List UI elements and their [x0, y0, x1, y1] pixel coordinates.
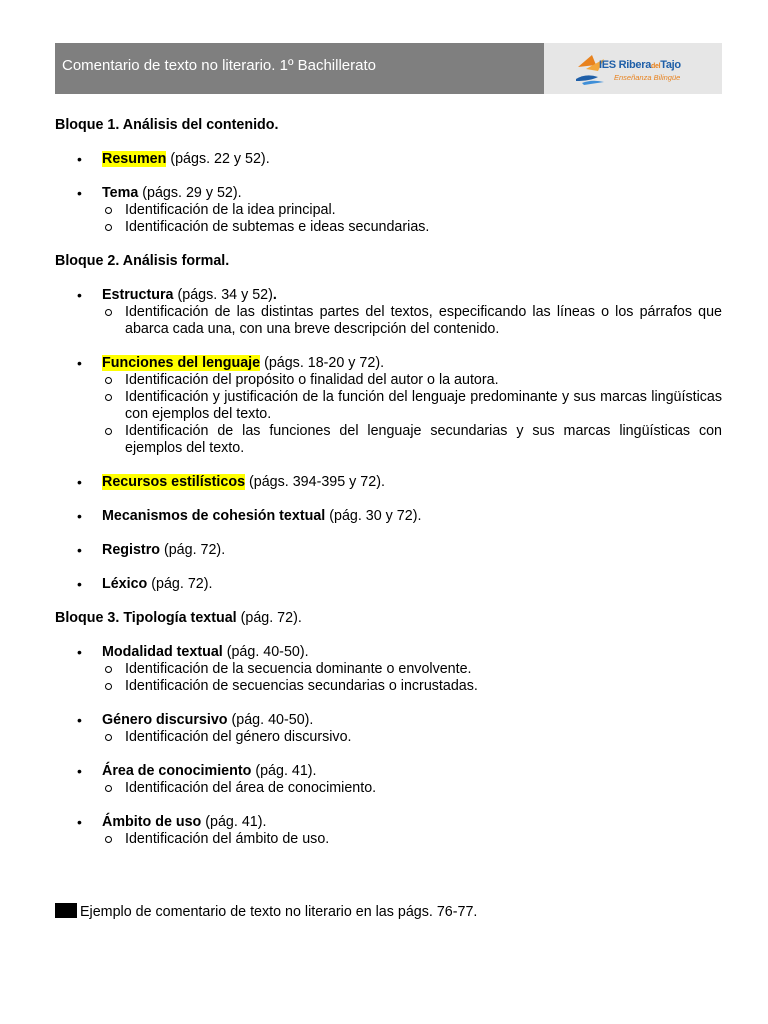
list-item-genero: • Género discursivo (pág. 40-50).	[77, 712, 314, 728]
block-1-title: Bloque 1. Análisis del contenido.	[55, 117, 279, 133]
bullet-icon: •	[77, 287, 82, 303]
circle-bullet-icon	[105, 394, 112, 401]
list-item-estructura: • Estructura (págs. 34 y 52).	[77, 287, 277, 303]
bullet-icon: •	[77, 542, 82, 558]
sub-item: Identificación de secuencias secundarias o incrustadas.	[55, 678, 722, 695]
item-term: Tema	[102, 185, 139, 201]
list-item-area: • Área de conocimiento (pág. 41).	[77, 763, 317, 779]
item-term: Área de conocimiento	[102, 763, 252, 779]
item-term: Recursos estilísticos	[102, 474, 246, 490]
bullet-icon: •	[77, 508, 82, 524]
logo-subtitle: Enseñanza Bilingüe	[614, 73, 681, 82]
bullet-icon: •	[77, 185, 82, 201]
item-term: Mecanismos de cohesión textual	[102, 508, 326, 524]
list-item-modalidad: • Modalidad textual (pág. 40-50).	[77, 644, 309, 660]
sub-item: Identificación del género discursivo.	[55, 729, 722, 746]
document-title: Comentario de texto no literario. 1º Bachillerato	[62, 57, 376, 74]
list-item-resumen: • Resumen (págs. 22 y 52).	[77, 151, 270, 167]
sub-item: Identificación del ámbito de uso.	[55, 831, 722, 848]
circle-bullet-icon	[105, 836, 112, 843]
bullet-icon: •	[77, 355, 82, 371]
list-item-recursos: • Recursos estilísticos (págs. 394-395 y 72).	[77, 474, 385, 490]
bullet-icon: •	[77, 763, 82, 779]
circle-bullet-icon	[105, 428, 112, 435]
bullet-icon: •	[77, 712, 82, 728]
list-item-lexico: • Léxico (pág. 72).	[77, 576, 213, 592]
circle-bullet-icon	[105, 377, 112, 384]
bullet-icon: •	[77, 576, 82, 592]
bullet-icon: •	[77, 644, 82, 660]
item-term: Ámbito de uso	[102, 814, 202, 830]
item-term: Estructura	[102, 287, 174, 303]
item-term: Funciones del lenguaje	[102, 355, 261, 371]
logo-text: IES RiberadelTajo	[599, 59, 681, 71]
document-body	[55, 117, 722, 848]
block-3-title: Bloque 3. Tipología textual (pág. 72).	[55, 610, 302, 626]
circle-bullet-icon	[105, 666, 112, 673]
circle-bullet-icon	[105, 309, 112, 316]
sub-item: Identificación del área de conocimiento.	[55, 780, 722, 797]
circle-bullet-icon	[105, 734, 112, 741]
item-term: Registro	[102, 542, 160, 558]
page-header	[55, 43, 722, 94]
sub-item: Identificación de las funciones del lenguaje secundarias y sus marcas lingüísticas con ejemplos del texto.	[55, 423, 722, 457]
list-item-ambito: • Ámbito de uso (pág. 41).	[77, 814, 267, 830]
item-term: Género discursivo	[102, 712, 228, 728]
list-item-registro: • Registro (pág. 72).	[77, 542, 226, 558]
black-square-icon	[55, 903, 77, 918]
footer-note: Ejemplo de comentario de texto no literario en las págs. 76-77.	[55, 903, 477, 921]
sub-item: Identificación del propósito o finalidad del autor o la autora.	[55, 372, 722, 389]
sub-item: Identificación y justificación de la función del lenguaje predominante y sus marcas lingüísticas con ejemplos del texto.	[55, 389, 722, 423]
circle-bullet-icon	[105, 785, 112, 792]
block-2-title: Bloque 2. Análisis formal.	[55, 253, 230, 269]
sub-item: Identificación de las distintas partes del textos, especificando las líneas o los párrafos que abarca cada una, con una breve descripción del contenido.	[55, 304, 722, 338]
circle-bullet-icon	[105, 683, 112, 690]
sub-item: Identificación de subtemas e ideas secundarias.	[55, 219, 722, 236]
circle-bullet-icon	[105, 224, 112, 231]
item-term: Modalidad textual	[102, 644, 223, 660]
list-item-funciones: • Funciones del lenguaje (págs. 18-20 y 72).	[77, 355, 385, 371]
item-term: Resumen	[102, 151, 167, 167]
list-item-tema: • Tema (págs. 29 y 52).	[77, 185, 242, 201]
bullet-icon: •	[77, 814, 82, 830]
circle-bullet-icon	[105, 207, 112, 214]
sub-item: Identificación de la idea principal.	[55, 202, 722, 219]
bullet-icon: •	[77, 151, 82, 167]
bullet-icon: •	[77, 474, 82, 490]
school-logo	[544, 43, 722, 94]
list-item-cohesion: • Mecanismos de cohesión textual (pág. 30 y 72).	[77, 508, 422, 524]
item-term: Léxico	[102, 576, 148, 592]
sub-item: Identificación de la secuencia dominante o envolvente.	[55, 661, 722, 678]
